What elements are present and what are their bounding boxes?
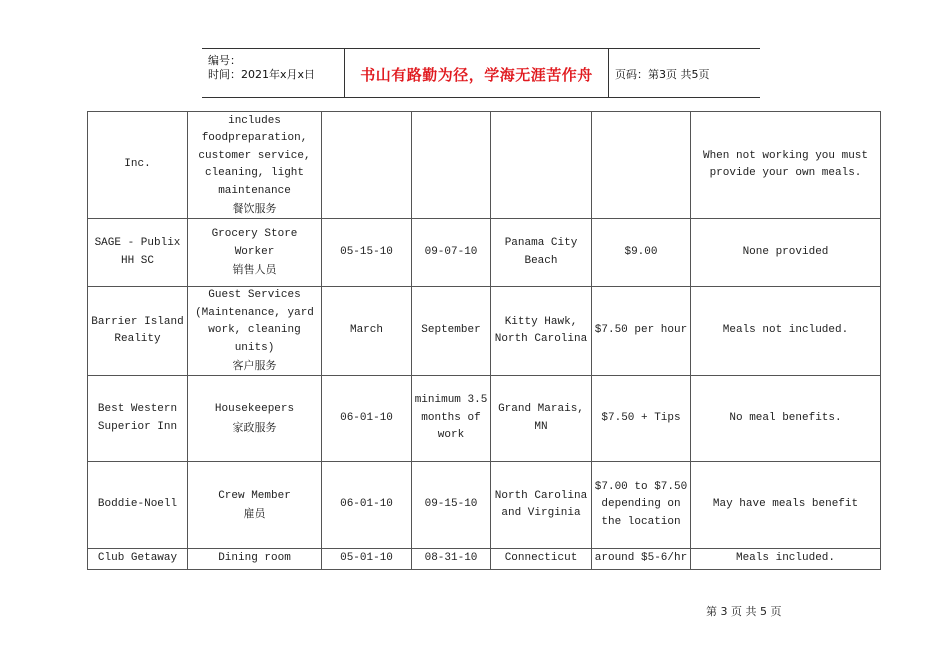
position-chinese-label: 销售人员 — [232, 263, 277, 277]
company-cell: Club Getaway — [88, 549, 188, 570]
position-line: maintenance — [218, 184, 291, 197]
start-date-cell: 06-01-10 — [322, 376, 412, 462]
location-cell: Panama City Beach — [491, 219, 592, 287]
position-line: Crew Member — [218, 489, 291, 502]
company-cell: Inc. — [88, 112, 188, 219]
pay-cell: $7.00 to $7.50 depending on the location — [592, 462, 691, 549]
company-cell: Boddie-Noell — [88, 462, 188, 549]
position-line: Dining room — [218, 552, 291, 565]
table-row — [88, 462, 881, 549]
pay-cell — [592, 112, 691, 219]
position-line: customer service, — [198, 149, 311, 162]
table-row — [88, 376, 881, 462]
start-date-cell: 05-15-10 — [322, 219, 412, 287]
end-date-cell: 08-31-10 — [412, 549, 491, 570]
page-header — [202, 48, 760, 98]
end-date-cell — [412, 112, 491, 219]
header-motto-cell — [345, 49, 609, 97]
end-date-cell: 09-15-10 — [412, 462, 491, 549]
position-chinese-label: 餐饮服务 — [232, 202, 277, 215]
table-row — [88, 549, 881, 570]
position-chinese-label: 家政服务 — [232, 420, 277, 434]
position-line: foodpreparation, — [201, 132, 308, 144]
position-cell — [188, 112, 322, 219]
table-row — [88, 219, 881, 287]
motto-text: 书山有路勤为径，学海无涯苦作舟 — [360, 66, 593, 84]
meals-cell: When not working you must provide your own meals. — [691, 112, 881, 219]
company-cell: Barrier Island Reality — [88, 287, 188, 376]
pay-cell: $9.00 — [592, 219, 691, 287]
pay-cell: $7.50 per hour — [592, 287, 691, 376]
meals-cell: Meals included. — [691, 549, 881, 570]
end-date-cell: 09-07-10 — [412, 219, 491, 287]
page-info: 页码：第3页 共5页 — [615, 68, 710, 81]
position-line: Grocery Store — [211, 228, 298, 241]
location-cell: Connecticut — [491, 549, 592, 570]
position-line: includes — [228, 114, 281, 127]
jobs-table — [87, 111, 881, 570]
pay-cell: $7.50 + Tips — [592, 376, 691, 462]
start-date-cell: 05-01-10 — [322, 549, 412, 570]
end-date-cell: September — [412, 287, 491, 376]
table-row — [88, 112, 881, 219]
location-cell — [491, 112, 592, 219]
position-cell — [188, 287, 322, 376]
position-cell — [188, 219, 322, 287]
position-line: Worker — [234, 245, 275, 258]
position-cell — [188, 376, 322, 462]
page-footer: 第 3 页 共 5 页 — [706, 605, 782, 618]
location-cell: Grand Marais, MN — [491, 376, 592, 462]
position-line: work, cleaning — [208, 324, 301, 337]
position-cell — [188, 549, 322, 570]
table-body — [88, 112, 881, 570]
start-date-cell: 06-01-10 — [322, 462, 412, 549]
start-date-cell: March — [322, 287, 412, 376]
header-page-cell — [609, 49, 760, 97]
document-date: 时间：2021年x月x日 — [208, 68, 316, 81]
position-line: units) — [234, 341, 275, 354]
position-line: Housekeepers — [214, 403, 295, 415]
position-line: cleaning, light — [204, 167, 305, 179]
company-cell: Best Western Superior Inn — [88, 376, 188, 462]
position-line: (Maintenance, yard — [195, 306, 314, 319]
end-date-cell: minimum 3.5 months of work — [412, 376, 491, 462]
header-meta-cell — [202, 49, 345, 97]
meals-cell: None provided — [691, 219, 881, 287]
meals-cell: May have meals benefit — [691, 462, 881, 549]
start-date-cell — [322, 112, 412, 219]
position-chinese-label: 雇员 — [243, 507, 266, 520]
company-cell: SAGE - Publix HH SC — [88, 219, 188, 287]
location-cell: Kitty Hawk, North Carolina — [491, 287, 592, 376]
document-number-label: 编号： — [208, 54, 241, 67]
position-chinese-label: 客户服务 — [232, 359, 277, 373]
position-line: Guest Services — [208, 289, 301, 302]
meals-cell: No meal benefits. — [691, 376, 881, 462]
table-row — [88, 287, 881, 376]
pay-cell: around $5-6/hr — [592, 549, 691, 570]
location-cell: North Carolina and Virginia — [491, 462, 592, 549]
meals-cell: Meals not included. — [691, 287, 881, 376]
position-cell — [188, 462, 322, 549]
